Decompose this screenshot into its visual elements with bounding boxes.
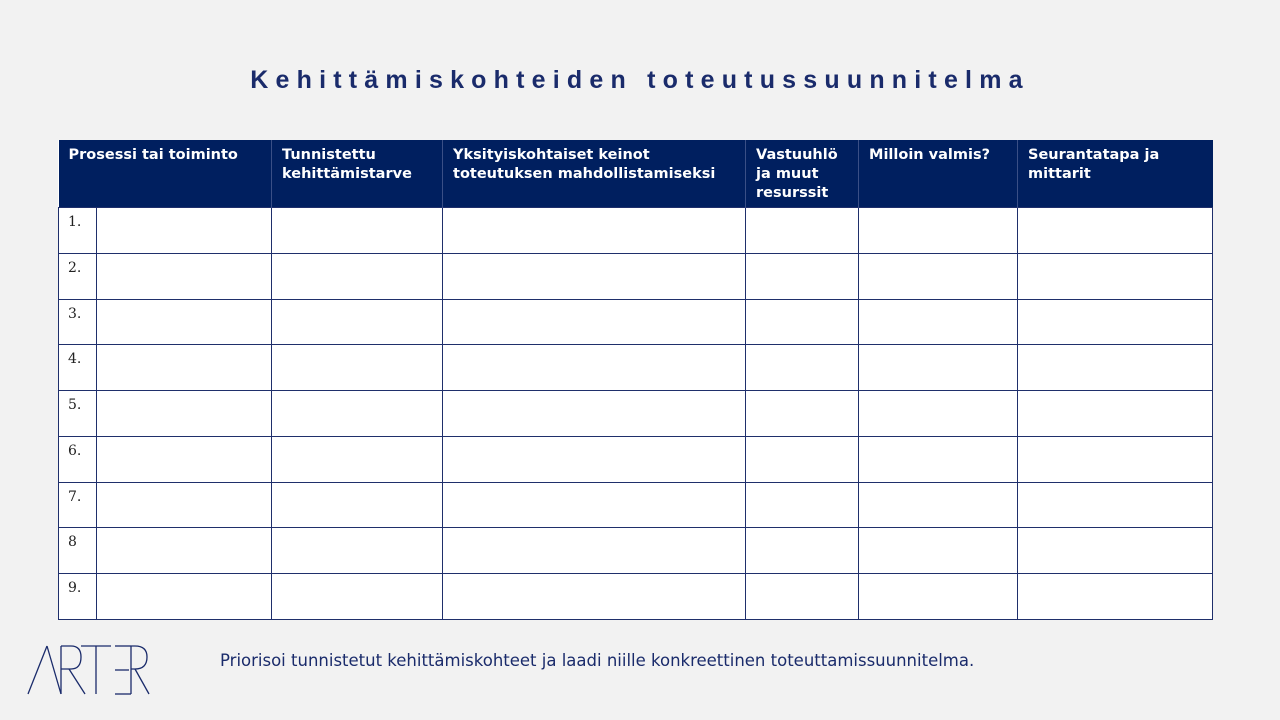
row-number: 6.	[59, 436, 97, 482]
header-monitoring: Seurantatapa ja mittarit	[1018, 140, 1213, 208]
cell-development-need[interactable]	[272, 253, 443, 299]
cell-deadline[interactable]	[859, 345, 1018, 391]
cell-development-need[interactable]	[272, 528, 443, 574]
header-means: Yksityiskohtaiset keinot toteutuksen mahdollistamiseksi	[443, 140, 746, 208]
table-row	[59, 345, 1213, 391]
cell-means[interactable]	[443, 528, 746, 574]
cell-responsible[interactable]	[746, 345, 859, 391]
cell-process[interactable]	[97, 345, 272, 391]
footer-note: Priorisoi tunnistetut kehittämiskohteet ja laadi niille konkreettinen toteuttamissuunnitelma.	[220, 651, 975, 670]
cell-deadline[interactable]	[859, 482, 1018, 528]
arter-logo-icon	[27, 644, 151, 696]
cell-monitoring[interactable]	[1018, 253, 1213, 299]
row-number: 3.	[59, 299, 97, 345]
cell-deadline[interactable]	[859, 436, 1018, 482]
cell-development-need[interactable]	[272, 482, 443, 528]
table-row	[59, 299, 1213, 345]
row-number: 2.	[59, 253, 97, 299]
cell-process[interactable]	[97, 299, 272, 345]
cell-deadline[interactable]	[859, 208, 1018, 254]
cell-process[interactable]	[97, 208, 272, 254]
cell-development-need[interactable]	[272, 299, 443, 345]
header-development-need: Tunnistettu kehittämistarve	[272, 140, 443, 208]
cell-means[interactable]	[443, 345, 746, 391]
cell-responsible[interactable]	[746, 482, 859, 528]
cell-monitoring[interactable]	[1018, 299, 1213, 345]
cell-responsible[interactable]	[746, 208, 859, 254]
cell-means[interactable]	[443, 436, 746, 482]
cell-responsible[interactable]	[746, 528, 859, 574]
row-number: 4.	[59, 345, 97, 391]
cell-means[interactable]	[443, 208, 746, 254]
row-number: 1.	[59, 208, 97, 254]
cell-deadline[interactable]	[859, 299, 1018, 345]
cell-responsible[interactable]	[746, 574, 859, 620]
cell-responsible[interactable]	[746, 391, 859, 437]
header-responsible: Vastuuhlö ja muut resurssit	[746, 140, 859, 208]
cell-means[interactable]	[443, 391, 746, 437]
table-row	[59, 436, 1213, 482]
cell-development-need[interactable]	[272, 208, 443, 254]
table-row	[59, 208, 1213, 254]
cell-development-need[interactable]	[272, 436, 443, 482]
cell-monitoring[interactable]	[1018, 391, 1213, 437]
cell-process[interactable]	[97, 528, 272, 574]
cell-monitoring[interactable]	[1018, 208, 1213, 254]
slide-title: Kehittämiskohteiden toteutussuunnitelma	[250, 66, 1030, 94]
cell-monitoring[interactable]	[1018, 345, 1213, 391]
table-row	[59, 253, 1213, 299]
cell-means[interactable]	[443, 574, 746, 620]
row-number: 9.	[59, 574, 97, 620]
header-deadline: Milloin valmis?	[859, 140, 1018, 208]
table-row	[59, 574, 1213, 620]
implementation-plan-table	[58, 140, 1213, 620]
cell-process[interactable]	[97, 253, 272, 299]
row-number: 7.	[59, 482, 97, 528]
cell-monitoring[interactable]	[1018, 574, 1213, 620]
row-number: 8	[59, 528, 97, 574]
cell-process[interactable]	[97, 391, 272, 437]
cell-process[interactable]	[97, 482, 272, 528]
table-header-row	[59, 140, 1213, 208]
cell-means[interactable]	[443, 482, 746, 528]
cell-responsible[interactable]	[746, 299, 859, 345]
cell-development-need[interactable]	[272, 345, 443, 391]
table-row	[59, 391, 1213, 437]
cell-deadline[interactable]	[859, 574, 1018, 620]
table-row	[59, 482, 1213, 528]
cell-monitoring[interactable]	[1018, 482, 1213, 528]
cell-deadline[interactable]	[859, 253, 1018, 299]
cell-means[interactable]	[443, 253, 746, 299]
cell-means[interactable]	[443, 299, 746, 345]
cell-deadline[interactable]	[859, 391, 1018, 437]
row-number: 5.	[59, 391, 97, 437]
cell-development-need[interactable]	[272, 391, 443, 437]
cell-development-need[interactable]	[272, 574, 443, 620]
header-process: Prosessi tai toiminto	[59, 140, 272, 208]
cell-deadline[interactable]	[859, 528, 1018, 574]
cell-responsible[interactable]	[746, 436, 859, 482]
cell-monitoring[interactable]	[1018, 436, 1213, 482]
arter-logo	[27, 644, 151, 700]
cell-monitoring[interactable]	[1018, 528, 1213, 574]
cell-process[interactable]	[97, 436, 272, 482]
cell-responsible[interactable]	[746, 253, 859, 299]
cell-process[interactable]	[97, 574, 272, 620]
table-row	[59, 528, 1213, 574]
